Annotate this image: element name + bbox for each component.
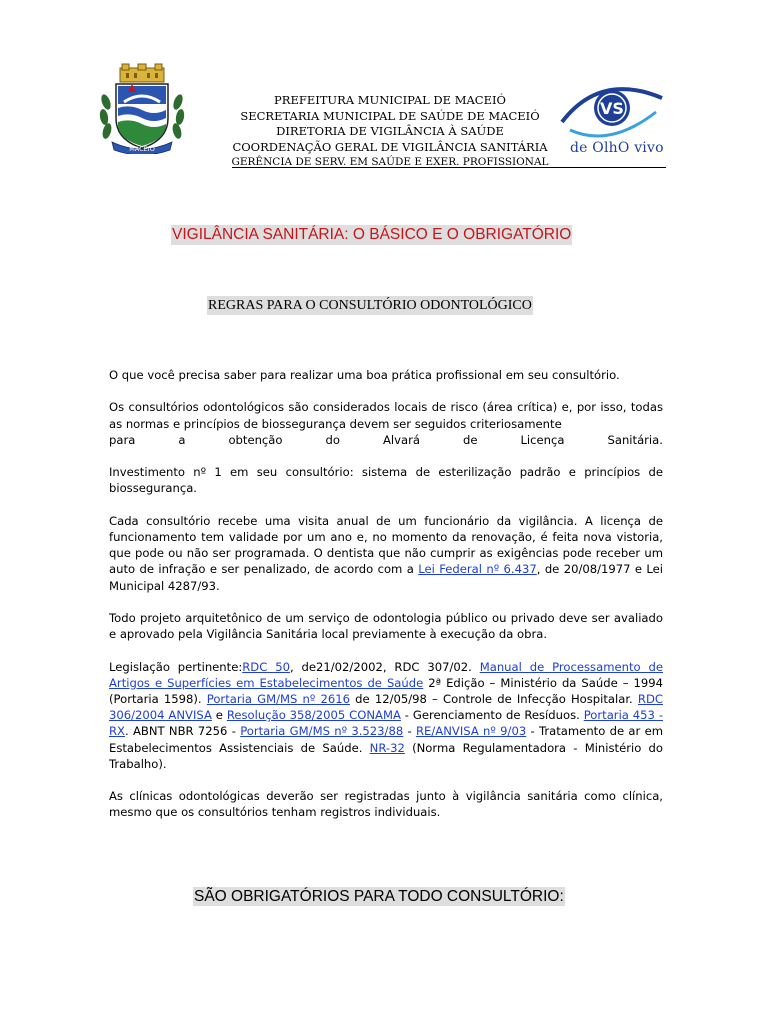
link-portaria-453[interactable]: Portaria 453 - RX bbox=[109, 708, 664, 739]
risk-word-2: a bbox=[178, 432, 186, 447]
header-divider bbox=[232, 167, 666, 168]
link-nr-32[interactable]: NR-32 bbox=[369, 740, 405, 755]
header-line-5: GERÊNCIA DE SERV. EM SAÚDE E EXER. PROFISSIONAL bbox=[231, 156, 549, 168]
section-title-obrigatorios: SÃO OBRIGATÓRIOS PARA TODO CONSULTÓRIO: bbox=[194, 888, 564, 905]
legis-text-4: de 12/05/98 – Controle de Infecção Hospitalar. bbox=[350, 691, 638, 706]
risk-word-4: do bbox=[325, 432, 340, 447]
risk-word-8: Sanitária. bbox=[607, 432, 663, 447]
link-portaria-2616[interactable]: Portaria GM/MS nº 2616 bbox=[206, 691, 350, 706]
legis-text-5: e bbox=[211, 708, 227, 723]
risk-word-7: Licença bbox=[520, 432, 565, 447]
link-resolucao-358[interactable]: Resolução 358/2005 CONAMA bbox=[226, 708, 401, 723]
paragraph-investment: Investimento nº 1 em seu consultório: sistema de esterilização padrão e princípios de biossegurança. bbox=[109, 465, 663, 496]
link-rdc-50[interactable]: RDC 50 bbox=[242, 659, 290, 674]
vs-letters: VS bbox=[600, 99, 624, 118]
legis-text-3: 2ª Edição – Ministério da Saúde – 1994 (Portaria 1598). bbox=[109, 675, 664, 706]
paragraph-risk-text: Os consultórios odontológicos são considerados locais de risco (área crítica) e, por isso, todas as normas e princípios de biossegurança devem ser seguidos criteriosamente bbox=[109, 400, 663, 431]
header-line-4: COORDENAÇÃO GERAL DE VIGILÂNCIA SANITÁRIA bbox=[232, 139, 548, 154]
legis-text-8: - bbox=[403, 724, 416, 739]
link-lei-federal[interactable]: Lei Federal nº 6.437 bbox=[418, 562, 537, 577]
header-line-1: PREFEITURA MUNICIPAL DE MACEIÓ bbox=[274, 93, 506, 107]
legis-text-2: , de21/02/2002, RDC 307/02. bbox=[289, 659, 480, 674]
paragraph-legislation bbox=[109, 659, 663, 772]
header-line-2: SECRETARIA MUNICIPAL DE SAÚDE DE MACEIÓ bbox=[240, 108, 540, 123]
legis-text-7: . ABNT NBR 7256 - bbox=[125, 724, 241, 739]
risk-word-6: de bbox=[462, 432, 478, 447]
legis-text-9: - Tratamento de ar em Estabelecimentos Assistenciais de Saúde. bbox=[109, 724, 663, 755]
paragraph-project: Todo projeto arquitetônico de um serviço de odontologia público ou privado deve ser avaliado e aprovado pela Vigilância Sanitária local previamente à execução da obra. bbox=[109, 610, 663, 642]
crest-banner-text: MACEIÓ bbox=[129, 145, 155, 153]
legis-text-6: - Gerenciamento de Resíduos. bbox=[400, 708, 584, 723]
paragraph-visit-tail: , de 20/08/1977 e Lei Municipal 4287/93. bbox=[109, 562, 664, 593]
paragraph-visit-text: Cada consultório recebe uma visita anual de um funcionário da vigilância. A licença de funcionamento tem validade por um ano e, no momento da renovação, é feita nova vistoria, que pode ou não ser programada. O dentista que não cumprir as exigências pode receber um auto de infração e ser penalizado, de acordo com a bbox=[109, 513, 663, 577]
document-body bbox=[109, 367, 663, 837]
document-title: VIGILÂNCIA SANITÁRIA: O BÁSICO E O OBRIGATÓRIO bbox=[172, 226, 572, 243]
paragraph-risk-last-line bbox=[109, 432, 663, 448]
paragraph-risk bbox=[109, 399, 663, 431]
document-subtitle: REGRAS PARA O CONSULTÓRIO ODONTOLÓGICO bbox=[208, 298, 532, 313]
header-line-3: DIRETORIA DE VIGILÂNCIA À SAÚDE bbox=[276, 124, 504, 138]
link-manual-processamento[interactable]: Manual de Processamento de Artigos e Superfícies em Estabelecimentos de Saúde bbox=[109, 659, 663, 690]
maceio-crest-icon bbox=[98, 62, 186, 154]
risk-word-3: obtenção bbox=[228, 432, 283, 447]
paragraph-registration: As clínicas odontológicas deverão ser registradas junto à vigilância sanitária como clínica, mesmo que os consultórios tenham registros individuais. bbox=[109, 789, 663, 820]
logo-caption: de OlhO vivo bbox=[570, 140, 664, 156]
risk-word-1: para bbox=[109, 432, 136, 447]
legis-text-1: Legislação pertinente: bbox=[109, 659, 243, 674]
link-portaria-3523[interactable]: Portaria GM/MS nº 3.523/88 bbox=[240, 724, 404, 739]
risk-word-5: Alvará bbox=[382, 432, 420, 447]
link-rdc-306[interactable]: RDC 306/2004 ANVISA bbox=[109, 691, 663, 723]
paragraph-visit bbox=[109, 513, 663, 594]
paragraph-intro: O que você precisa saber para realizar uma boa prática profissional em seu consultório. bbox=[109, 368, 620, 382]
link-re-anvisa-9[interactable]: RE/ANVISA nº 9/03 bbox=[416, 724, 527, 739]
legis-text-10: (Norma Regulamentadora - Ministério do Trabalho). bbox=[109, 740, 663, 771]
header-block bbox=[230, 93, 550, 171]
